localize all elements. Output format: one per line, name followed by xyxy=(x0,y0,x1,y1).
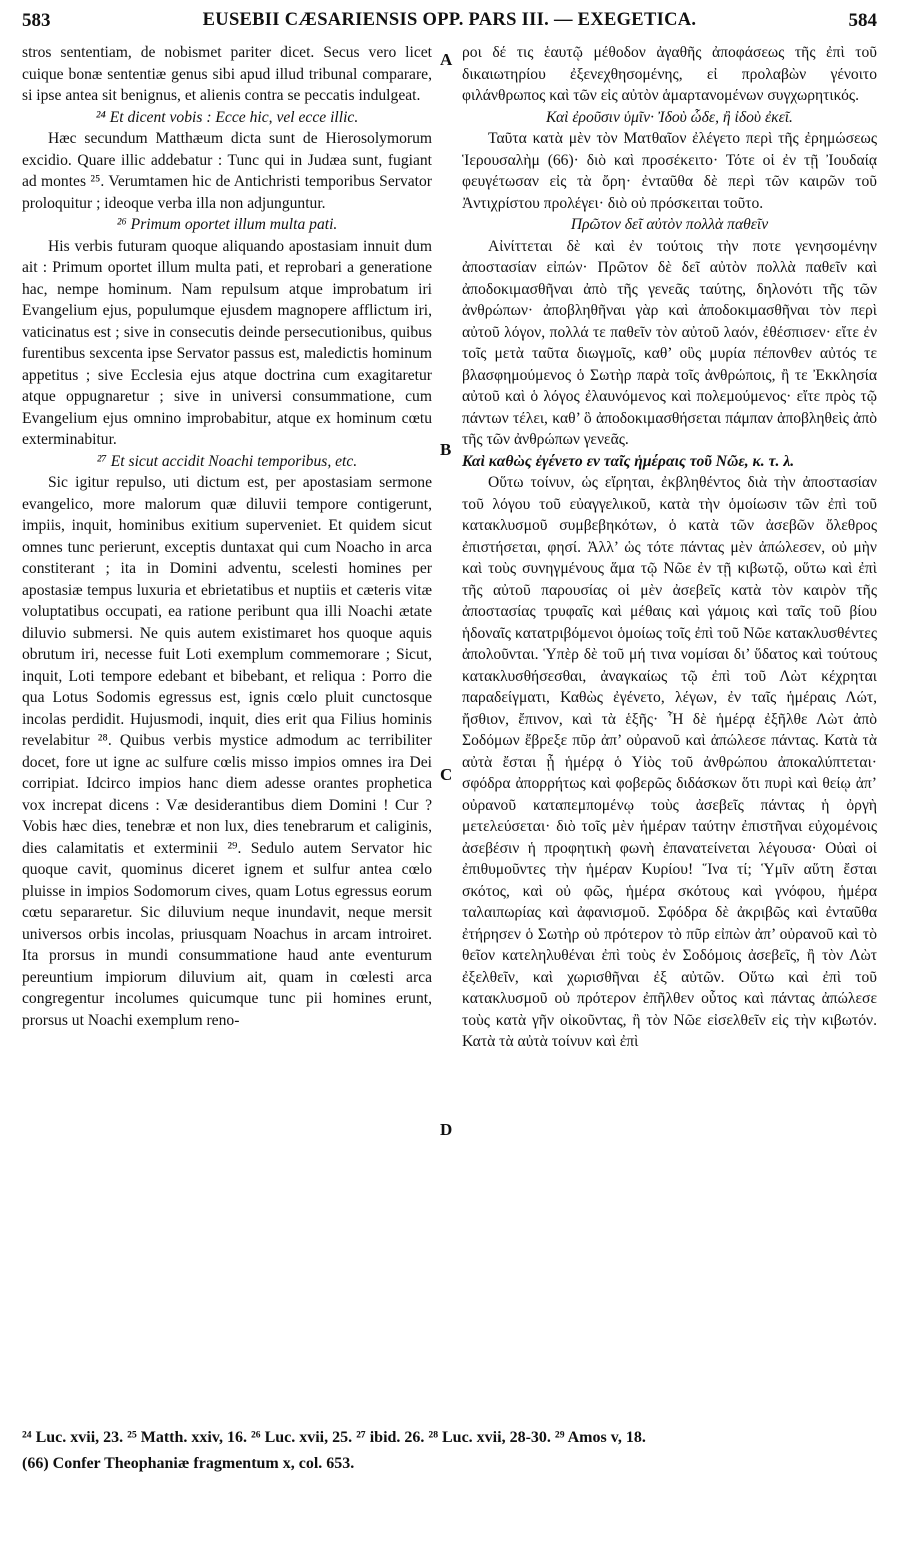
greek-column xyxy=(462,42,877,1053)
greek-paragraph: Ταῦτα κατὰ μὲν τὸν Ματθαῖον ἐλέγετο περὶ τῆς ἐρημώσεως Ἱερουσαλὴμ (66)· διὸ καὶ προσέκειτο· Τότε οἱ ἐν τῇ Ἰουδαίᾳ φευγέτωσαν εἰς τὰ ὄρη· ἐνταῦθα δὲ περὶ τῶν καιρῶν τοῦ Ἀντιχρίστου προλέγει· διὸ οὐ πρόσκειται τοῦτο. xyxy=(462,130,877,212)
latin-paragraph: stros sententiam, de nobismet pariter dicet. Secus vero licet cuique bonæ sententiæ genus sibi apud illud tribunal comparare, si ipse antea sit benignus, et alienis contra se peccatis indulgeat. xyxy=(22,44,432,104)
section-marker-d: D xyxy=(440,1120,453,1139)
section-marker-c: C xyxy=(440,765,453,784)
section-marker-b: B xyxy=(440,440,452,459)
greek-paragraph: Αἰνίττεται δὲ καὶ ἐν τούτοις τὴν ποτε γενησομένην ἀποστασίαν εἰπών· Πρῶτον δὲ δεῖ αὐτὸν πολλὰ παθεῖν καὶ ἀποδοκιμασθῆναι ἀπὸ τῆς γενεᾶς ταύτης, δηλονότι τῆς τῶν ἀνθρώπων· ἀποβληθῆναι γὰρ καὶ ἀποδοκιμασθῆναι τὸν περὶ αὐτοῦ λόγον, πολλά τε παθεῖν τὸν αὐτοῦ λαόν, ἐθέσπισεν· εἴτε ἐν τοῖς μετὰ ταῦτα διωγμοῖς, καθ’ οὓς μυρία πέπονθεν αὐτός τε βλασφημούμενος ὁ Σωτὴρ παρὰ τοῖς ἀνθρώποις, ἢ τε Ἐκκλησία αὐτοῦ καὶ ὁ λόγος ἐλαυνόμενος καὶ πολεμούμενος· εἴτε πρὸς τῷ πάντων τέλει, καθ’ ὃ ἀποδοκιμασθήσεται πάμπαν ἀποβληθεὶς ἀπὸ τῆς τῶν ἀνθρώπων γενεᾶς. xyxy=(462,237,877,448)
footnote-editorial: (66) Confer Theophaniæ fragmentum x, col. 653. xyxy=(22,1455,355,1472)
latin-paragraph: His verbis futuram quoque aliquando apostasiam innuit dum ait : Primum oportet illum multa pati, et reprobari a generatione hac, nempe hominum. Nam repulsum atque improbatum iri Evangelium ejus, populumque ejusdem magnopere afflictum iri, vaticinatus est ; sive in consecutis deinde persecutionibus, quibus furentibus sexcenta ipse Servator passus est, maledictis hominum appetitus ; sive Ecclesia ejus atque doctrina cum exagitaretur atque oppugnaretur ; sive in universi consummatione, cum Evangelium ejus omnino improbabitur, atque ex hominum cœtu exterminabitur. xyxy=(22,237,432,448)
running-title: EUSEBII CÆSARIENSIS OPP. PARS III. — EXEGETICA. xyxy=(202,10,697,30)
latin-paragraph: Sic igitur repulso, uti dictum est, per apostasiam sermone evangelico, more malorum quæ diluvii tempore contigerunt, impiis, inquit, hominibus exitium superveniet. Et quidem sicut omnes tunc perierunt, exceptis duntaxat qui cum Noacho in arca constiterant ; ita in Domini adventu, scelesti homines per apostasiæ tempus luxuria et ebrietatibus et nuptiis et cæteris vitæ voluptatibus occupati, ea ratione peribunt qua illi Noachi ætate diluvio submersi. Ne quis autem existimaret hos quoque aquis obrutum iri, necesse fuit Loti exemplum commemorare ; Sicut, inquit, Loti tempore edebant et bibebant, et reliqua : Porro die qua Lotus Sodomis egressus est, ignis cœlo pluit cunctosque incolas perdidit. Hujusmodi, inquit, dies erit qua Filius hominis revelabitur ²⁸. Quibus verbis mystice admodum ac terribiliter docet, fore ut igne ac sulfure cœlis misso impios omnes ira Dei corripiat. Idcirco impios hanc diem adesse orantes prophetica vox increpat dicens : Væ desiderantibus diem Domini ! Cur ? Vobis hæc dies, tenebræ et non lux, dies tenebrarum et caliginis, dies calamitatis et exterminii ²⁹. Sedulo autem Servator hic quoque cavit, quominus diceret ignem et sulfur antea cœlo pluisse in impios Sodomorum cives, quam Lotus egressus eorum cœtu separaretur. Sic diluvium neque inundavit, neque mersit universos orbis incolas, priusquam Noachus in arcam introiret. Ita prorsus in mundi consummatione haud ante eventurum pereuntium impiorum diluvium ait, quam in cœlesti arca congregentur incolumes quicumque tunc pii homines erunt, prorsus ut Noachi exemplum reno- xyxy=(22,474,432,1029)
greek-paragraph: ροι δέ τις ἑαυτῷ μέθοδον ἀγαθῆς ἀποφάσεως τῆς ἐπὶ τοῦ δικαιωτηρίου ἐξενεχθησομένης, εἰ προλαβὼν γένοιτο φιλάνθρωπος καὶ τῶν εἰς αὐτὸν ἁμαρτανομένων συγχωρητικός. xyxy=(462,44,877,104)
latin-lemma: ²⁶ Primum oportet illum multa pati. xyxy=(116,216,338,233)
greek-lemma: Καὶ καθὼς ἐγένετο εν ταῖς ἡμέραις τοῦ Νῶε, κ. τ. λ. xyxy=(462,452,795,470)
latin-lemma: ²⁴ Et dicent vobis : Ecce hic, vel ecce illic. xyxy=(95,108,359,126)
greek-lemma: Καὶ ἐροῦσιν ὑμῖν· Ἰδοὺ ὧδε, ἢ ἰδοὺ ἐκεῖ. xyxy=(546,108,793,126)
greek-lemma: Πρῶτον δεῖ αὐτὸν πολλὰ παθεῖν xyxy=(570,216,769,233)
section-marker-a: A xyxy=(440,50,453,69)
footnote-references: ²⁴ Luc. xvii, 23. ²⁵ Matth. xxiv, 16. ²⁶ Luc. xvii, 25. ²⁷ ibid. 26. ²⁸ Luc. xvii, 28-30. ²⁹ Amos v, 18. xyxy=(22,1429,646,1446)
greek-paragraph: Οὕτω τοίνυν, ὡς εἴρηται, ἐκβληθέντος διὰ τὴν ἀποστασίαν τοῦ λόγου τοῦ εὐαγγελικοῦ, κατὰ τὴν ὁμοίωσιν τῶν ἐπὶ τοῦ κατακλυσμοῦ συμβεβηκότων, ὁ κατὰ τῶν ἀσεβῶν ὄλεθρος ἐπιστήσεται, φησί. Ἀλλ’ ὡς τότε πάντας μὲν ἀπώλεσεν, οὐ μὴν καὶ τοὺς συνηγμένους ἅμα τῷ Νῶε ἐν τῇ κιβωτῷ, οὕτω καὶ ἐπὶ τῆς αὐτοῦ παρουσίας οἱ μὲν ἀσεβεῖς κατὰ τὸν καιρὸν τῆς ἀποστασίας τρυφαῖς καὶ μέθαις καὶ γάμοις καὶ ταῖς τοῦ βίου ἡδοναῖς κατατριβόμενοι ὁμοίως τοῖς ἐπὶ τοῦ Νῶε κατακλυσθέντες ἀπολοῦνται. Ὑπὲρ δὲ τοῦ μή τινα νομίσαι δι’ ὕδατος καὶ τούτους κατακλυσθήσεσθαι, ἀναγκαίως τῷ ἐπὶ τοῦ Λὼτ κέχρηται παραδείγματι, Καθὼς ἐγένετο, λέγων, ἐν ταῖς ἡμέραις Λώτ, ἤσθιον, ἔπινον, καὶ τὰ ἑξῆς· Ἧ δὲ ἡμέρᾳ ἐξῆλθε Λὼτ ἀπὸ Σοδόμων ἔβρεξε πῦρ ἀπ’ οὐρανοῦ καὶ ἀπώλεσε πάντας. Κατὰ τὰ αὐτὰ ἔσται ᾗ ἡμέρᾳ ὁ Υἱὸς τοῦ ἀνθρώπου ἀποκαλύπτεται· σφόδρα ἀπορρήτως καὶ φοβερῶς διδάσκων ὅτι πυρὶ καὶ θείῳ ἀπ’ οὐρανοῦ καταπεμπομένῳ τοὺς ἀσεβεῖς πάντας ἡ ὀργὴ μετελεύσεται· διὸ τοῖς μὲν ἡμέραν ταύτην ἐπιστῆναι εὐχομένοις ἀσεβέσιν ἡ προφητικὴ φωνὴ ἐπανατείνεται λέγουσα· Οὐαὶ οἱ ἐπιθυμοῦντες τὴν ἡμέραν Κυρίου! Ἵνα τί; Ὑμῖν αὕτη ἔσται σκότος, καὶ οὐ φῶς, ἡμέρα σκότους καὶ γνόφου, ἡμέρα ταλαιπωρίας καὶ ἀφανισμοῦ. Σφόδρα δὲ ἀκριβῶς καὶ ἐνταῦθα ἐτήρησεν ὁ Σωτὴρ οὐ πρότερον τὸ πῦρ εἰπὼν ἀπ’ οὐρανοῦ καὶ τὸ θεῖον κατεληλυθέναι ἐπὶ τοὺς ἐν Σοδόμοις ἀσεβεῖς, ἢ τὸν Λὼτ ἐξελθεῖν, καὶ χωρισθῆναι ἐξ αὐτῶν. Οὕτω καὶ ἐπὶ τοῦ κατακλυσμοῦ οὐ πρότερον ἐπῆλθεν οὗτος καὶ πάντας ἀπώλεσε τοὺς κατὰ γῆν οἰκοῦντας, ἢ τὸν Νῶε εἰσελθεῖν εἰς τὴν κιβωτόν. Κατὰ τὰ αὐτὰ τοίνυν καὶ ἐπὶ xyxy=(462,474,877,1050)
page-number-left: 583 xyxy=(22,10,51,31)
footnotes xyxy=(22,1425,877,1477)
latin-paragraph: Hæc secundum Matthæum dicta sunt de Hierosolymorum excidio. Quare illic addebatur : Tunc qui in Judæa sunt, fugiant ad montes ²⁵. Verumtamen hic de Antichristi temporibus Servator proloquitur ; ideoque verba illa non adjunguntur. xyxy=(22,130,432,212)
page-number-right: 584 xyxy=(848,10,877,31)
latin-lemma: ²⁷ Et sicut accidit Noachi temporibus, etc. xyxy=(96,452,358,470)
page-header xyxy=(22,10,877,36)
latin-column xyxy=(22,42,432,1031)
